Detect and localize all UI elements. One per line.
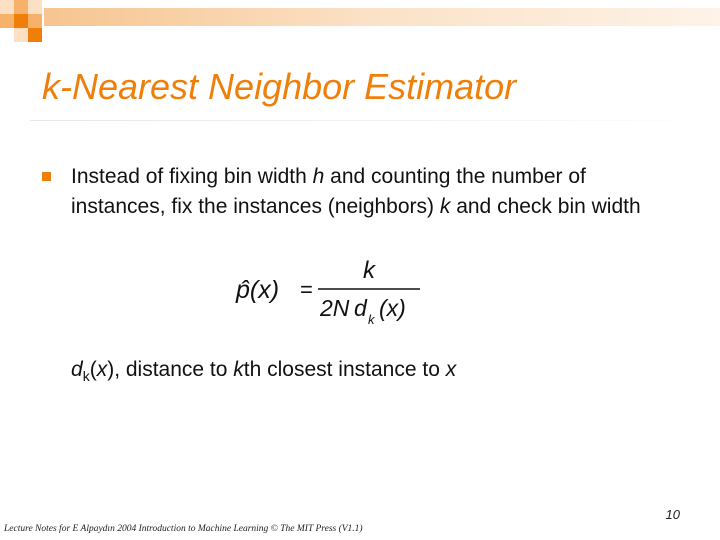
- def-x: x: [96, 358, 108, 381]
- bullet-text-part: and counting the number of instances, fix the instances (neighbors): [71, 165, 586, 218]
- knn-density-formula: [226, 252, 436, 332]
- distance-definition: $d_k(x)$, distance to kth closest instance to x: [71, 358, 457, 384]
- deco-square: [28, 28, 42, 42]
- bullet-text-part: and check bin width: [450, 195, 641, 218]
- header-band: [44, 8, 720, 26]
- def-tail: th closest instance to: [243, 358, 446, 381]
- footer-credit: Lecture Notes for E Alpaydın 2004 Introduction to Machine Learning © The MIT Press (V1.1): [4, 524, 363, 534]
- formula-equals: =: [300, 277, 313, 302]
- formula-denominator-func: d: [354, 295, 367, 321]
- bullet-square-icon: [42, 172, 51, 181]
- bullet-text-part: Instead of fixing bin width: [71, 165, 313, 188]
- formula-lhs: p̂(x): [236, 276, 280, 304]
- page-number: 10: [665, 507, 680, 522]
- title-divider: [30, 120, 720, 121]
- formula-denominator-coef: 2N: [320, 295, 350, 321]
- slide-title: k-Nearest Neighbor Estimator: [42, 66, 517, 107]
- def-k: k: [233, 358, 244, 381]
- bullet-text: [71, 162, 681, 222]
- deco-square: [14, 28, 28, 42]
- variable-h: h: [312, 165, 325, 188]
- def-d: d: [71, 358, 83, 381]
- deco-square: [0, 14, 14, 28]
- deco-square: [0, 0, 14, 14]
- formula-denominator-sub: k: [368, 312, 375, 327]
- deco-square: [14, 0, 28, 14]
- deco-square: [28, 0, 42, 14]
- variable-k: k: [439, 195, 451, 218]
- formula-denominator-arg: (x): [379, 295, 406, 321]
- deco-square: [28, 14, 42, 28]
- def-sub-k: k: [82, 368, 90, 384]
- formula-numerator: k: [363, 257, 375, 284]
- def-x-end: x: [445, 358, 457, 381]
- deco-square: [14, 14, 28, 28]
- def-middle: , distance to: [114, 358, 234, 381]
- corner-decoration: [0, 0, 720, 45]
